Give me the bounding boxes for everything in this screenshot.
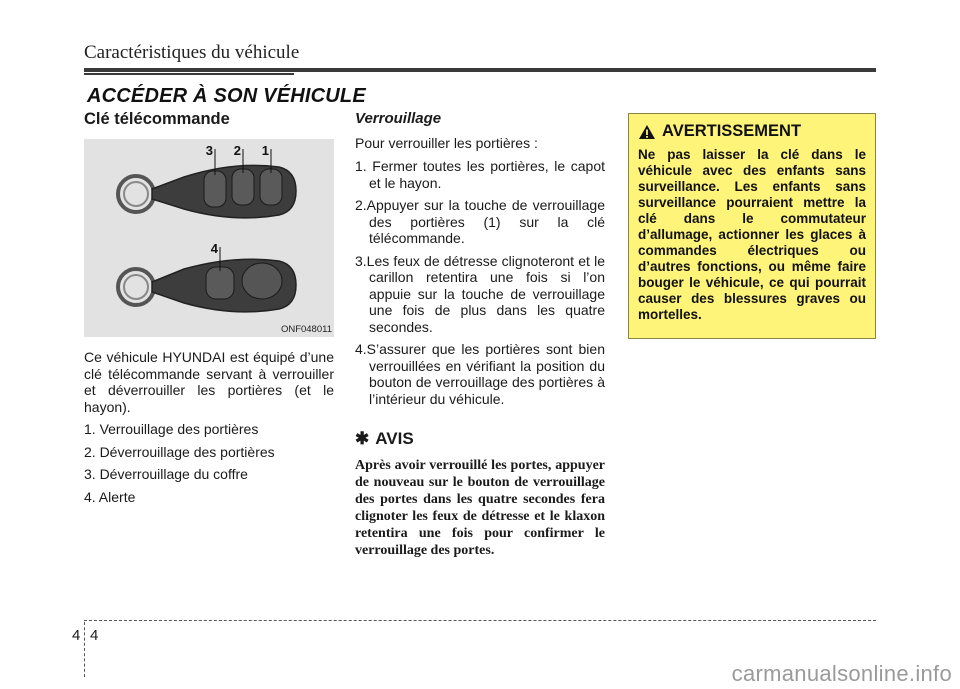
key-fob-figure: [84, 139, 334, 337]
warning-header: [638, 122, 866, 141]
key-fob-illustration: [84, 139, 334, 337]
locking-intro: Pour verrouiller les portières :: [355, 135, 538, 151]
list-item: 2.Appuyer sur la touche de verrouillage des portières (1) sur la clé télécommande.: [355, 197, 605, 246]
callout-4: 4: [210, 241, 218, 256]
locking-steps: [355, 158, 605, 407]
list-item: 4. Alerte: [84, 488, 136, 505]
chapter-number: 4: [72, 627, 81, 644]
page-header-title: Caractéristiques du véhicule: [84, 42, 300, 63]
key-fob-bottom: [118, 247, 296, 312]
figure-code: ONF048011: [280, 324, 332, 335]
remote-key-functions: [84, 421, 334, 505]
column-remote-key: [84, 110, 334, 505]
notice-heading: [355, 429, 605, 449]
list-item: 1. Fermer toutes les portières, le capot et le hayon.: [355, 158, 605, 191]
footer-divider: [84, 622, 85, 677]
callout-1: 1: [261, 143, 269, 158]
warning-body: Ne pas laisser la clé dans le véhicule avec des enfants sans surveillance. Les enfants sans surveillance pourraient mettre la clé dans le commutateur d’allumage, actionner les glaces à commandes électriques ou d’autres fonctions, ou même faire bouger le véhicule, ce qui pourrait causer des blessures graves ou mortelles.: [638, 147, 866, 322]
warning-triangle-icon: [638, 124, 656, 140]
header-rule: [84, 68, 876, 72]
notice-title: AVIS: [375, 429, 414, 448]
list-item: 3.Les feux de détresse clignoteront et le carillon retentira une fois si l’on appuie sur la touche de verrouillage une fois de plus dans les quatre secondes.: [355, 252, 605, 335]
list-item: 1. Verrouillage des portières: [84, 421, 259, 437]
list-item: 4.S’assurer que les portières sont bien verrouillées en vérifiant la position du bouton de verrouillage des portières à l’intérieur du véhicule.: [355, 341, 605, 407]
remote-key-heading: Clé télécommande: [84, 110, 230, 128]
section-title: ACCÉDER À SON VÉHICULE: [87, 85, 366, 107]
footer-rule: [84, 620, 876, 621]
callout-2: 2: [233, 143, 241, 158]
list-item: 2. Déverrouillage des portières: [84, 443, 275, 460]
list-item: 3. Déverrouillage du coffre: [84, 466, 248, 482]
header-rule-accent: [84, 73, 294, 75]
column-locking: [355, 110, 605, 559]
remote-key-description: Ce véhicule HYUNDAI est équipé d’une clé télécommande servant à verrouiller et déverrouiller les portières (et le hayon).: [84, 349, 334, 415]
notice-body: Après avoir verrouillé les portes, appuyer de nouveau sur le bouton de verrouillage des portes dans les quatre secondes fera clignoter les feux de détresse et le klaxon retentira une fois pour confirmer le verrouillage des portes.: [355, 458, 605, 558]
notice-star-icon: ✱: [355, 429, 370, 448]
callout-3: 3: [205, 143, 213, 158]
key-fob-top: [118, 149, 296, 218]
warning-box: [628, 113, 876, 339]
warning-title: AVERTISSEMENT: [662, 122, 802, 140]
page-number: 4: [90, 627, 99, 644]
locking-heading: Verrouillage: [355, 110, 442, 127]
watermark: carmanualsonline.info: [731, 661, 952, 686]
